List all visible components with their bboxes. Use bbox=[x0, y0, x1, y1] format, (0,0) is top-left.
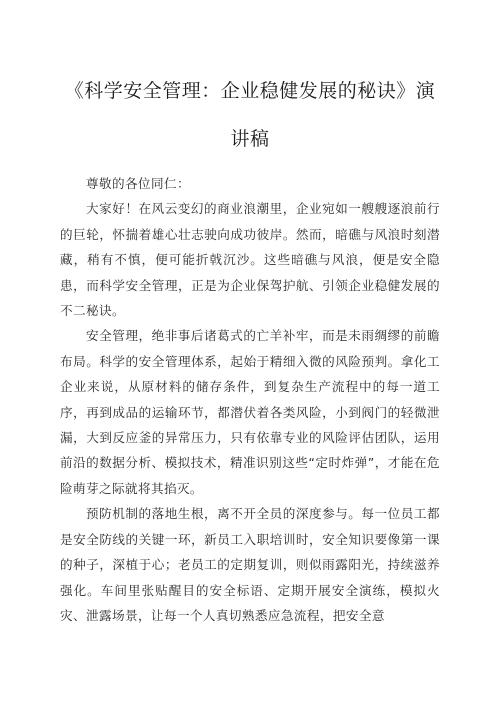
document-title-line-2: 讲稿 bbox=[230, 128, 270, 150]
salutation: 尊敬的各位同仁： bbox=[86, 176, 190, 191]
document-body bbox=[60, 171, 440, 628]
body-paragraph: 预防机制的落地生根，离不开全员的深度参与。每一位员工都是安全防线的关键一环，新员工入职培训时，安全知识要像第一课的种子，深植于心；老员工的定期复训，则似雨露阳光，持续滋养强化。车间里张贴醒目的安全标语、定期开展安全演练，模拟火灾、泄露场景，让每一个人真切熟悉应急流程，把安全意 bbox=[60, 506, 440, 623]
body-paragraph: 大家好！在风云变幻的商业浪潮里，企业宛如一艘艘逐浪前行的巨轮，怀揣着雄心壮志驶向成功彼岸。然而，暗礁与风浪时刻潜藏，稍有不慎，便可能折戟沉沙。这些暗礁与风浪，便是安全隐患，而科学安全管理，正是为企业保驾护航、引领企业稳健发展的不二秘诀。 bbox=[60, 201, 440, 319]
body-paragraph: 安全管理，绝非事后诸葛式的亡羊补牢，而是未雨绸缪的前瞻布局。科学的安全管理体系，起始于精细入微的风险预判。拿化工企业来说，从原材料的储存条件，到复杂生产流程中的每一道工序，再到成品的运输环节，都潜伏着各类风险，小到阀门的轻微泄漏，大到反应釜的异常压力，只有依靠专业的风险评估团队，运用前沿的数据分析、模拟技术，精准识别这些“定时炸弹”，才能在危险萌芽之际就将其掐灭。 bbox=[60, 328, 440, 496]
document-title-line-1: 《科学安全管理：企业稳健发展的秘诀》演 bbox=[64, 80, 436, 102]
